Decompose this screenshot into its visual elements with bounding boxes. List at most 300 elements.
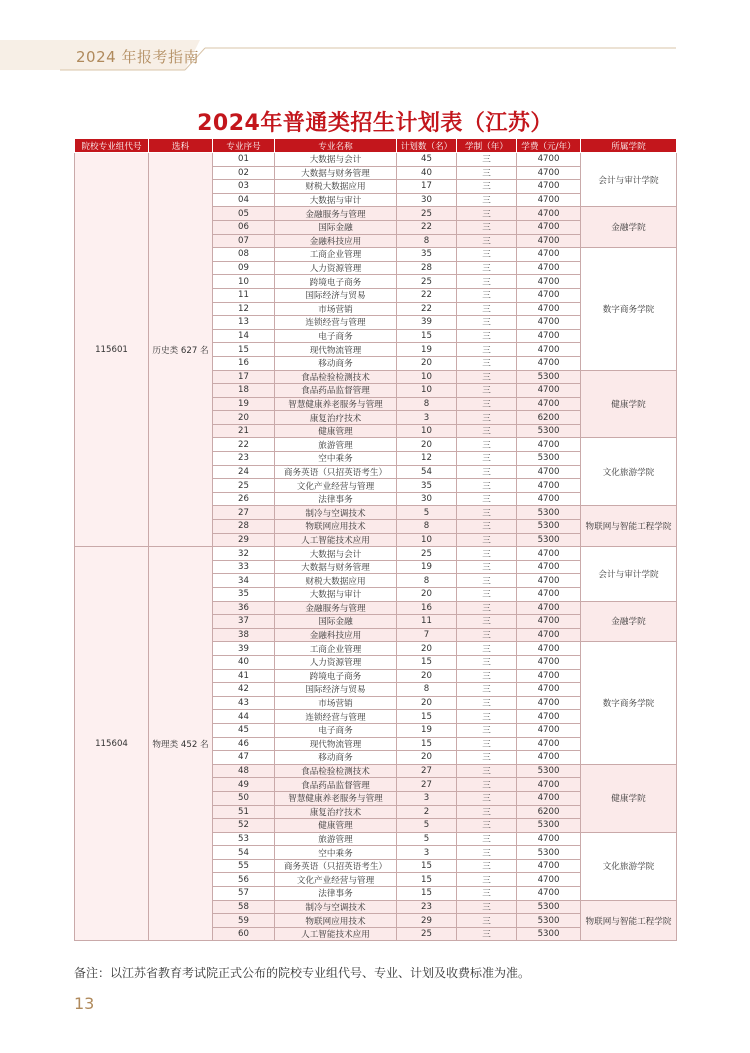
plan-count-cell: 16 [397, 601, 457, 615]
tuition-cell: 4700 [517, 791, 581, 805]
major-no-cell: 41 [213, 669, 275, 683]
major-name-cell: 财税大数据应用 [275, 180, 397, 194]
major-name-cell: 文化产业经营与管理 [275, 479, 397, 493]
major-name-cell: 跨境电子商务 [275, 275, 397, 289]
major-no-cell: 02 [213, 166, 275, 180]
duration-cell: 三 [457, 248, 517, 262]
duration-cell: 三 [457, 193, 517, 207]
major-name-cell: 大数据与审计 [275, 193, 397, 207]
plan-count-cell: 11 [397, 615, 457, 629]
duration-cell: 三 [457, 723, 517, 737]
major-name-cell: 大数据与审计 [275, 588, 397, 602]
tuition-cell: 4700 [517, 628, 581, 642]
tuition-cell: 4700 [517, 696, 581, 710]
duration-cell: 三 [457, 397, 517, 411]
tuition-cell: 4700 [517, 723, 581, 737]
plan-count-cell: 30 [397, 492, 457, 506]
major-name-cell: 市场营销 [275, 696, 397, 710]
tuition-cell: 5300 [517, 914, 581, 928]
major-name-cell: 物联网应用技术 [275, 520, 397, 534]
tuition-cell: 4700 [517, 615, 581, 629]
duration-cell: 三 [457, 710, 517, 724]
major-no-cell: 21 [213, 424, 275, 438]
plan-count-cell: 54 [397, 465, 457, 479]
major-name-cell: 商务英语（只招英语考生） [275, 859, 397, 873]
plan-count-cell: 3 [397, 846, 457, 860]
plan-count-cell: 20 [397, 696, 457, 710]
duration-cell: 三 [457, 506, 517, 520]
major-no-cell: 08 [213, 248, 275, 262]
major-no-cell: 25 [213, 479, 275, 493]
plan-count-cell: 27 [397, 764, 457, 778]
plan-count-cell: 45 [397, 153, 457, 167]
plan-count-cell: 20 [397, 669, 457, 683]
plan-count-cell: 8 [397, 683, 457, 697]
major-name-cell: 人工智能技术应用 [275, 927, 397, 941]
tuition-cell: 4700 [517, 248, 581, 262]
plan-count-cell: 22 [397, 302, 457, 316]
col-header-major-no: 专业序号 [213, 139, 275, 153]
major-name-cell: 大数据与会计 [275, 547, 397, 561]
plan-count-cell: 25 [397, 547, 457, 561]
plan-count-cell: 5 [397, 819, 457, 833]
major-no-cell: 38 [213, 628, 275, 642]
tuition-cell: 4700 [517, 574, 581, 588]
tuition-cell: 4700 [517, 465, 581, 479]
duration-cell: 三 [457, 628, 517, 642]
tuition-cell: 5300 [517, 424, 581, 438]
plan-count-cell: 12 [397, 452, 457, 466]
major-name-cell: 制冷与空调技术 [275, 900, 397, 914]
major-name-cell: 物联网应用技术 [275, 914, 397, 928]
major-no-cell: 16 [213, 356, 275, 370]
group-code-cell: 115604 [75, 547, 149, 941]
plan-count-cell: 30 [397, 193, 457, 207]
tuition-cell: 4700 [517, 601, 581, 615]
duration-cell: 三 [457, 859, 517, 873]
duration-cell: 三 [457, 329, 517, 343]
major-no-cell: 12 [213, 302, 275, 316]
tuition-cell: 4700 [517, 859, 581, 873]
duration-cell: 三 [457, 384, 517, 398]
duration-cell: 三 [457, 778, 517, 792]
tuition-cell: 4700 [517, 261, 581, 275]
tuition-cell: 4700 [517, 234, 581, 248]
major-name-cell: 国际金融 [275, 615, 397, 629]
duration-cell: 三 [457, 914, 517, 928]
major-no-cell: 07 [213, 234, 275, 248]
duration-cell: 三 [457, 900, 517, 914]
duration-cell: 三 [457, 492, 517, 506]
tuition-cell: 4700 [517, 492, 581, 506]
duration-cell: 三 [457, 288, 517, 302]
tuition-cell: 5300 [517, 927, 581, 941]
duration-cell: 三 [457, 316, 517, 330]
tuition-cell: 4700 [517, 669, 581, 683]
duration-cell: 三 [457, 764, 517, 778]
tuition-cell: 4700 [517, 207, 581, 221]
plan-count-cell: 20 [397, 751, 457, 765]
major-no-cell: 36 [213, 601, 275, 615]
major-no-cell: 24 [213, 465, 275, 479]
plan-count-cell: 8 [397, 234, 457, 248]
table-row [75, 547, 677, 561]
major-name-cell: 大数据与会计 [275, 153, 397, 167]
duration-cell: 三 [457, 533, 517, 547]
plan-count-cell: 35 [397, 479, 457, 493]
duration-cell: 三 [457, 166, 517, 180]
tuition-cell: 4700 [517, 302, 581, 316]
tuition-cell: 5300 [517, 506, 581, 520]
major-no-cell: 54 [213, 846, 275, 860]
major-name-cell: 连锁经营与管理 [275, 710, 397, 724]
table-row [75, 153, 677, 167]
duration-cell: 三 [457, 669, 517, 683]
major-name-cell: 空中乘务 [275, 846, 397, 860]
major-no-cell: 33 [213, 560, 275, 574]
major-no-cell: 28 [213, 520, 275, 534]
major-name-cell: 财税大数据应用 [275, 574, 397, 588]
major-no-cell: 48 [213, 764, 275, 778]
col-header-plan-count: 计划数（名） [397, 139, 457, 153]
duration-cell: 三 [457, 180, 517, 194]
plan-count-cell: 27 [397, 778, 457, 792]
major-no-cell: 17 [213, 370, 275, 384]
plan-count-cell: 2 [397, 805, 457, 819]
duration-cell: 三 [457, 411, 517, 425]
major-no-cell: 10 [213, 275, 275, 289]
tuition-cell: 4700 [517, 642, 581, 656]
tuition-cell: 4700 [517, 547, 581, 561]
plan-count-cell: 22 [397, 288, 457, 302]
duration-cell: 三 [457, 873, 517, 887]
duration-cell: 三 [457, 452, 517, 466]
major-name-cell: 电子商务 [275, 329, 397, 343]
major-name-cell: 国际经济与贸易 [275, 288, 397, 302]
major-name-cell: 空中乘务 [275, 452, 397, 466]
major-no-cell: 15 [213, 343, 275, 357]
major-name-cell: 市场营销 [275, 302, 397, 316]
plan-count-cell: 15 [397, 737, 457, 751]
tuition-cell: 5300 [517, 819, 581, 833]
plan-count-cell: 8 [397, 574, 457, 588]
major-name-cell: 旅游管理 [275, 438, 397, 452]
duration-cell: 三 [457, 832, 517, 846]
major-no-cell: 53 [213, 832, 275, 846]
major-name-cell: 健康管理 [275, 819, 397, 833]
plan-count-cell: 28 [397, 261, 457, 275]
col-header-subject: 选科 [149, 139, 213, 153]
major-name-cell: 法律事务 [275, 492, 397, 506]
plan-count-cell: 25 [397, 927, 457, 941]
major-name-cell: 现代物流管理 [275, 343, 397, 357]
major-name-cell: 文化产业经营与管理 [275, 873, 397, 887]
major-name-cell: 移动商务 [275, 751, 397, 765]
tuition-cell: 4700 [517, 778, 581, 792]
major-no-cell: 55 [213, 859, 275, 873]
college-cell: 文化旅游学院 [581, 832, 677, 900]
tuition-cell: 4700 [517, 180, 581, 194]
plan-count-cell: 8 [397, 397, 457, 411]
duration-cell: 三 [457, 547, 517, 561]
duration-cell: 三 [457, 819, 517, 833]
duration-cell: 三 [457, 615, 517, 629]
major-name-cell: 工商企业管理 [275, 248, 397, 262]
duration-cell: 三 [457, 791, 517, 805]
tuition-cell: 4700 [517, 288, 581, 302]
major-no-cell: 09 [213, 261, 275, 275]
plan-count-cell: 20 [397, 356, 457, 370]
plan-count-cell: 25 [397, 275, 457, 289]
college-cell: 金融学院 [581, 601, 677, 642]
college-cell: 数字商务学院 [581, 642, 677, 764]
plan-count-cell: 5 [397, 832, 457, 846]
subject-cell: 物理类 452 名 [149, 547, 213, 941]
plan-count-cell: 35 [397, 248, 457, 262]
major-no-cell: 46 [213, 737, 275, 751]
major-name-cell: 国际金融 [275, 220, 397, 234]
duration-cell: 三 [457, 887, 517, 901]
tuition-cell: 4700 [517, 873, 581, 887]
major-name-cell: 金融服务与管理 [275, 601, 397, 615]
tuition-cell: 4700 [517, 737, 581, 751]
enrollment-plan-table [74, 138, 676, 941]
college-cell: 物联网与智能工程学院 [581, 506, 677, 547]
plan-count-cell: 10 [397, 384, 457, 398]
college-cell: 会计与审计学院 [581, 153, 677, 207]
plan-count-cell: 19 [397, 343, 457, 357]
major-no-cell: 11 [213, 288, 275, 302]
major-name-cell: 人力资源管理 [275, 261, 397, 275]
plan-count-cell: 5 [397, 506, 457, 520]
plan-count-cell: 10 [397, 533, 457, 547]
major-no-cell: 45 [213, 723, 275, 737]
page-title: 2024年普通类招生计划表（江苏） [197, 111, 553, 136]
major-name-cell: 电子商务 [275, 723, 397, 737]
major-no-cell: 04 [213, 193, 275, 207]
page-number: 13 [74, 994, 95, 1013]
duration-cell: 三 [457, 275, 517, 289]
major-name-cell: 人力资源管理 [275, 655, 397, 669]
plan-count-cell: 25 [397, 207, 457, 221]
duration-cell: 三 [457, 927, 517, 941]
major-no-cell: 44 [213, 710, 275, 724]
duration-cell: 三 [457, 696, 517, 710]
tuition-cell: 4700 [517, 588, 581, 602]
tuition-cell: 4700 [517, 166, 581, 180]
duration-cell: 三 [457, 520, 517, 534]
college-cell: 健康学院 [581, 764, 677, 832]
tuition-cell: 5300 [517, 520, 581, 534]
tuition-cell: 5300 [517, 370, 581, 384]
plan-count-cell: 10 [397, 424, 457, 438]
plan-count-cell: 7 [397, 628, 457, 642]
duration-cell: 三 [457, 642, 517, 656]
plan-count-cell: 20 [397, 642, 457, 656]
duration-cell: 三 [457, 465, 517, 479]
major-name-cell: 工商企业管理 [275, 642, 397, 656]
major-no-cell: 47 [213, 751, 275, 765]
group-code-cell: 115601 [75, 153, 149, 547]
major-name-cell: 金融科技应用 [275, 628, 397, 642]
col-header-tuition: 学费（元/年） [517, 139, 581, 153]
tuition-cell: 4700 [517, 710, 581, 724]
plan-count-cell: 3 [397, 411, 457, 425]
duration-cell: 三 [457, 234, 517, 248]
duration-cell: 三 [457, 153, 517, 167]
col-header-major-name: 专业名称 [275, 139, 397, 153]
tuition-cell: 4700 [517, 655, 581, 669]
major-no-cell: 39 [213, 642, 275, 656]
plan-count-cell: 15 [397, 329, 457, 343]
tuition-cell: 4700 [517, 479, 581, 493]
major-no-cell: 18 [213, 384, 275, 398]
major-no-cell: 51 [213, 805, 275, 819]
major-no-cell: 37 [213, 615, 275, 629]
plan-count-cell: 15 [397, 873, 457, 887]
plan-count-cell: 3 [397, 791, 457, 805]
plan-count-cell: 29 [397, 914, 457, 928]
major-name-cell: 旅游管理 [275, 832, 397, 846]
major-name-cell: 食品检验检测技术 [275, 370, 397, 384]
major-no-cell: 01 [213, 153, 275, 167]
major-name-cell: 国际经济与贸易 [275, 683, 397, 697]
tuition-cell: 4700 [517, 438, 581, 452]
duration-cell: 三 [457, 601, 517, 615]
duration-cell: 三 [457, 655, 517, 669]
plan-count-cell: 22 [397, 220, 457, 234]
plan-count-cell: 20 [397, 438, 457, 452]
tuition-cell: 4700 [517, 316, 581, 330]
tuition-cell: 6200 [517, 805, 581, 819]
major-no-cell: 23 [213, 452, 275, 466]
tuition-cell: 4700 [517, 193, 581, 207]
plan-count-cell: 10 [397, 370, 457, 384]
duration-cell: 三 [457, 424, 517, 438]
major-no-cell: 60 [213, 927, 275, 941]
duration-cell: 三 [457, 737, 517, 751]
col-header-college: 所属学院 [581, 139, 677, 153]
header-decoration [0, 0, 750, 80]
tuition-cell: 5300 [517, 452, 581, 466]
tuition-cell: 4700 [517, 329, 581, 343]
major-name-cell: 商务英语（只招英语考生） [275, 465, 397, 479]
major-no-cell: 50 [213, 791, 275, 805]
tuition-cell: 4700 [517, 153, 581, 167]
tuition-cell: 4700 [517, 356, 581, 370]
major-name-cell: 跨境电子商务 [275, 669, 397, 683]
tuition-cell: 6200 [517, 411, 581, 425]
major-name-cell: 食品药品监督管理 [275, 778, 397, 792]
major-name-cell: 智慧健康养老服务与管理 [275, 397, 397, 411]
tuition-cell: 4700 [517, 397, 581, 411]
plan-count-cell: 19 [397, 560, 457, 574]
duration-cell: 三 [457, 560, 517, 574]
major-name-cell: 大数据与财务管理 [275, 560, 397, 574]
plan-count-cell: 19 [397, 723, 457, 737]
major-name-cell: 制冷与空调技术 [275, 506, 397, 520]
duration-cell: 三 [457, 574, 517, 588]
major-name-cell: 法律事务 [275, 887, 397, 901]
footnote: 备注：以江苏省教育考试院正式公布的院校专业组代号、专业、计划及收费标准为准。 [74, 966, 531, 980]
major-name-cell: 智慧健康养老服务与管理 [275, 791, 397, 805]
duration-cell: 三 [457, 479, 517, 493]
major-name-cell: 健康管理 [275, 424, 397, 438]
major-no-cell: 26 [213, 492, 275, 506]
tuition-cell: 4700 [517, 343, 581, 357]
major-name-cell: 康复治疗技术 [275, 805, 397, 819]
major-no-cell: 06 [213, 220, 275, 234]
header-title: 2024 年报考指南 [76, 48, 199, 66]
duration-cell: 三 [457, 846, 517, 860]
major-no-cell: 22 [213, 438, 275, 452]
college-cell: 数字商务学院 [581, 248, 677, 370]
duration-cell: 三 [457, 683, 517, 697]
major-no-cell: 58 [213, 900, 275, 914]
duration-cell: 三 [457, 438, 517, 452]
major-no-cell: 27 [213, 506, 275, 520]
major-no-cell: 59 [213, 914, 275, 928]
major-no-cell: 52 [213, 819, 275, 833]
college-cell: 健康学院 [581, 370, 677, 438]
major-no-cell: 43 [213, 696, 275, 710]
plan-count-cell: 15 [397, 655, 457, 669]
tuition-cell: 4700 [517, 887, 581, 901]
plan-count-cell: 17 [397, 180, 457, 194]
plan-count-cell: 39 [397, 316, 457, 330]
major-no-cell: 49 [213, 778, 275, 792]
major-no-cell: 19 [213, 397, 275, 411]
major-no-cell: 57 [213, 887, 275, 901]
tuition-cell: 5300 [517, 900, 581, 914]
major-name-cell: 食品检验检测技术 [275, 764, 397, 778]
plan-count-cell: 15 [397, 859, 457, 873]
major-name-cell: 移动商务 [275, 356, 397, 370]
major-name-cell: 人工智能技术应用 [275, 533, 397, 547]
tuition-cell: 4700 [517, 384, 581, 398]
subject-cell: 历史类 627 名 [149, 153, 213, 547]
col-header-duration: 学制（年） [457, 139, 517, 153]
plan-count-cell: 40 [397, 166, 457, 180]
tuition-cell: 5300 [517, 764, 581, 778]
duration-cell: 三 [457, 588, 517, 602]
tuition-cell: 5300 [517, 533, 581, 547]
plan-count-cell: 23 [397, 900, 457, 914]
duration-cell: 三 [457, 220, 517, 234]
tuition-cell: 5300 [517, 846, 581, 860]
tuition-cell: 4700 [517, 751, 581, 765]
major-no-cell: 40 [213, 655, 275, 669]
duration-cell: 三 [457, 370, 517, 384]
col-header-group-code: 院校专业组代号 [75, 139, 149, 153]
duration-cell: 三 [457, 343, 517, 357]
tuition-cell: 4700 [517, 560, 581, 574]
major-name-cell: 大数据与财务管理 [275, 166, 397, 180]
plan-count-cell: 15 [397, 887, 457, 901]
tuition-cell: 4700 [517, 683, 581, 697]
major-no-cell: 05 [213, 207, 275, 221]
college-cell: 文化旅游学院 [581, 438, 677, 506]
major-name-cell: 康复治疗技术 [275, 411, 397, 425]
plan-count-cell: 15 [397, 710, 457, 724]
college-cell: 物联网与智能工程学院 [581, 900, 677, 941]
major-no-cell: 35 [213, 588, 275, 602]
college-cell: 金融学院 [581, 207, 677, 248]
tuition-cell: 4700 [517, 832, 581, 846]
duration-cell: 三 [457, 356, 517, 370]
tuition-cell: 4700 [517, 220, 581, 234]
major-name-cell: 食品药品监督管理 [275, 384, 397, 398]
